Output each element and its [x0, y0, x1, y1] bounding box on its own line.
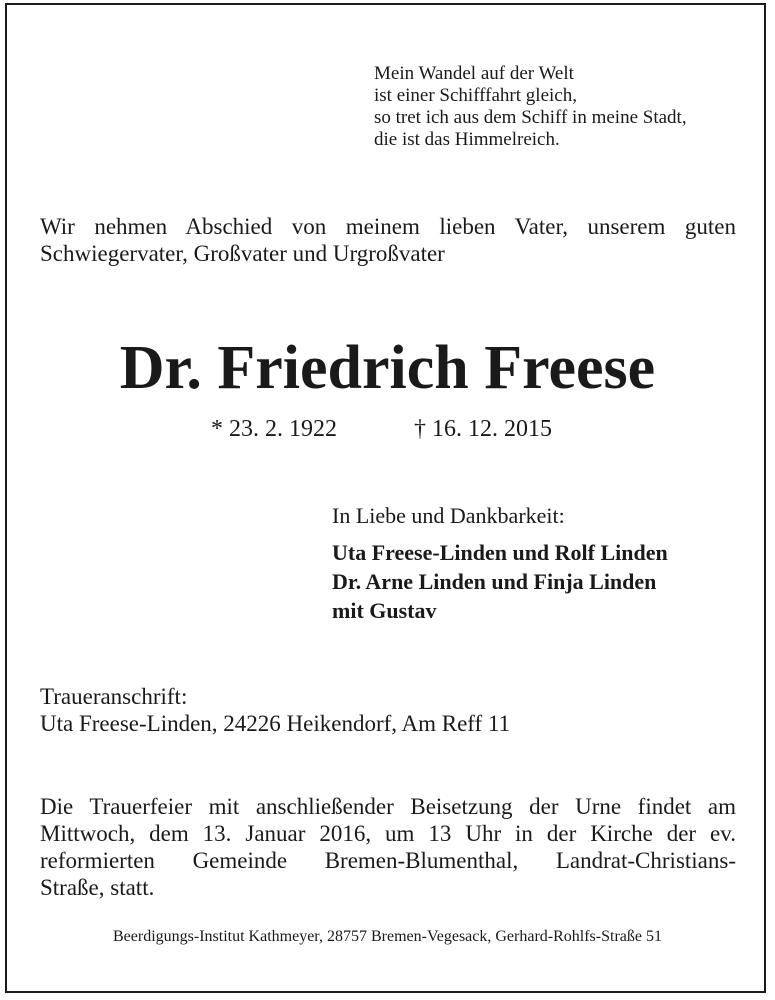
mourner-name: Dr. Arne Linden und Finja Linden — [332, 569, 657, 594]
poem-verse — [374, 63, 687, 151]
deceased-name: Dr. Friedrich Freese — [119, 334, 656, 402]
farewell-intro — [40, 213, 736, 267]
farewell-intro-line: Wir nehmen Abschied von meinem lieben Vater, unserem guten — [40, 214, 736, 239]
service-line: Straße, statt. — [40, 875, 155, 900]
farewell-intro-line: Schwiegervater, Großvater und Urgroßvater — [40, 241, 445, 266]
address-value: Uta Freese-Linden, 24226 Heikendorf, Am Reff 11 — [40, 711, 511, 736]
mourners-list — [332, 538, 668, 625]
poem-line: die ist das Himmelreich. — [374, 129, 560, 150]
service-details — [40, 793, 736, 901]
service-line: reformierten Gemeinde Bremen-Blumenthal, Landrat-Christians- — [40, 848, 736, 873]
condolence-address — [40, 683, 510, 737]
poem-line: Mein Wandel auf der Welt — [374, 63, 574, 84]
death-date: † 16. 12. 2015 — [414, 416, 552, 442]
service-line: Die Trauerfeier mit anschließender Beisetzung der Urne findet am — [40, 794, 736, 819]
service-line: Mittwoch, dem 13. Januar 2016, um 13 Uhr in der Kirche der ev. — [40, 821, 736, 846]
poem-line: so tret ich aus dem Schiff in meine Stadt, — [374, 107, 687, 128]
mourner-name: mit Gustav — [332, 598, 437, 623]
funeral-home: Beerdigungs-Institut Kathmeyer, 28757 Bremen-Vegesack, Gerhard-Rohlfs-Straße 51 — [113, 928, 662, 945]
address-label: Traueranschrift: — [40, 684, 188, 709]
mourners-intro: In Liebe und Dankbarkeit: — [332, 503, 565, 528]
mourner-name: Uta Freese-Linden und Rolf Linden — [332, 540, 668, 565]
birth-date: * 23. 2. 1922 — [211, 416, 337, 442]
poem-line: ist einer Schifffahrt gleich, — [374, 85, 577, 106]
